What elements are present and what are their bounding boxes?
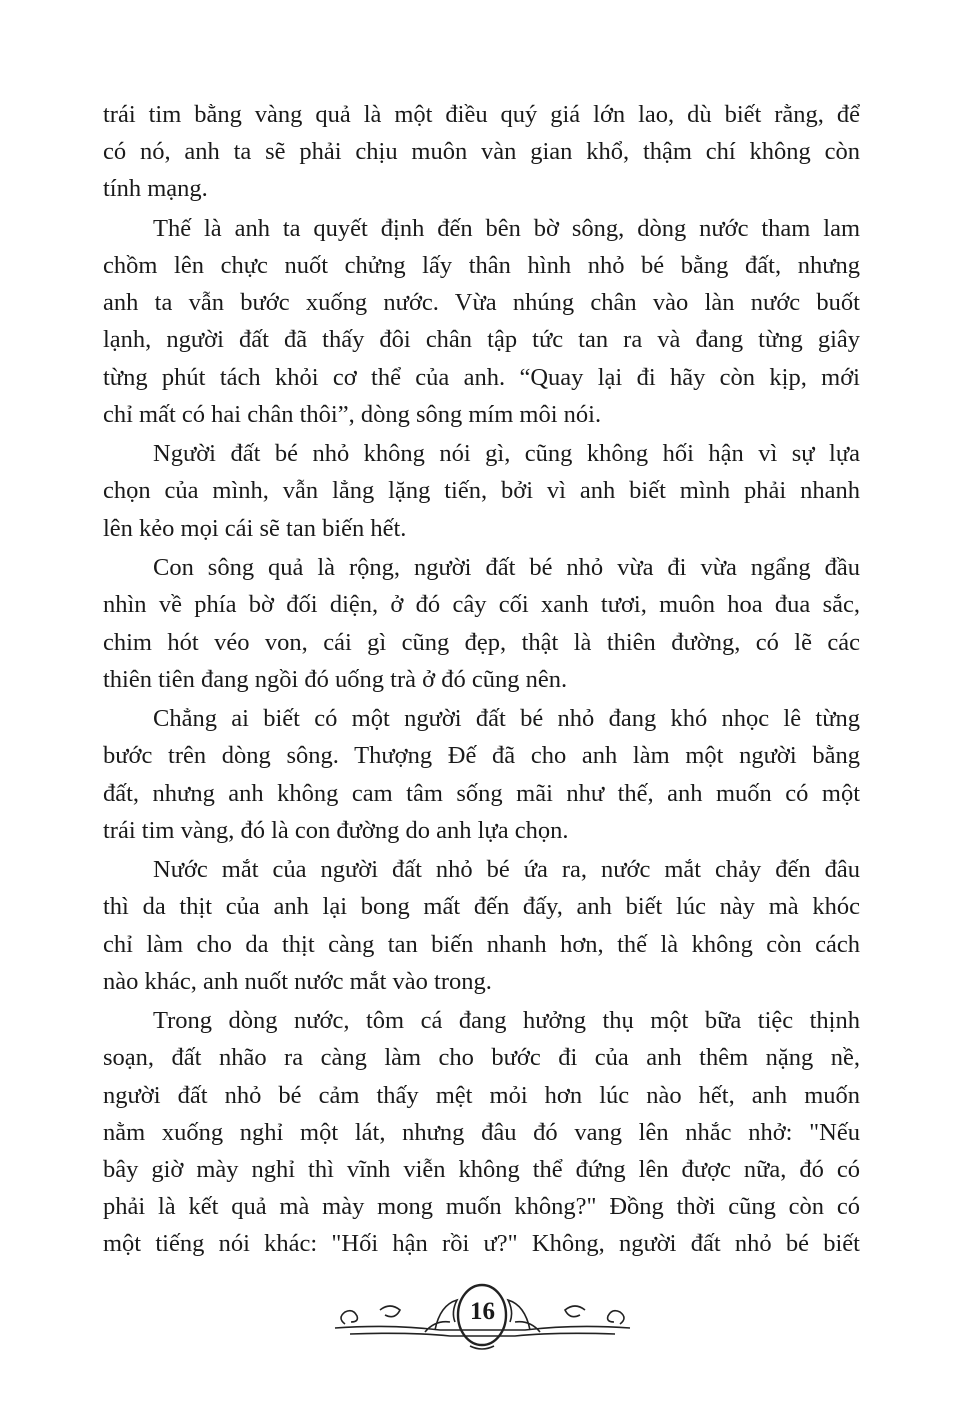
text-line: từng phút tách khỏi cơ thể của anh. “Quay lại đi hãy còn kịp, mới — [103, 363, 860, 391]
text-line: lên kẻo mọi cái sẽ tan biến hết. — [103, 514, 407, 542]
text-line: chỉ làm cho da thịt càng tan biến nhanh hơn, thế là không còn cách — [103, 930, 860, 958]
text-line: chỉ mất có hai chân thôi”, dòng sông mím môi nói. — [103, 400, 602, 428]
text-line: Chẳng ai biết có một người đất bé nhỏ đang khó nhọc lê từng — [153, 705, 860, 733]
text-line: trái tim vàng, đó là con đường do anh lựa chọn. — [103, 816, 569, 844]
text-line: Nước mắt của người đất nhỏ bé ứa ra, nước mắt chảy đến đâu — [153, 856, 860, 884]
text-line: chim hót véo von, cái gì cũng đẹp, thật là thiên đường, có lẽ các — [103, 628, 860, 656]
text-line: Người đất bé nhỏ không nói gì, cũng không hối hận vì sự lựa — [153, 440, 860, 468]
text-line: tính mạng. — [103, 175, 208, 203]
text-line: có nó, anh ta sẽ phải chịu muôn vàn gian khổ, thậm chí không còn — [103, 138, 860, 166]
text-line: người đất nhỏ bé cảm thấy mệt mỏi hơn lúc nào hết, anh muốn — [103, 1081, 860, 1109]
text-line: bây giờ mày nghỉ thì vĩnh viễn không thể đứng lên được nữa, đó có — [103, 1156, 860, 1184]
text-line: bước trên dòng sông. Thượng Đế đã cho anh làm một người bằng — [103, 742, 860, 770]
text-line: Con sông quả là rộng, người đất bé nhỏ vừa đi vừa ngẩng đầu — [153, 554, 860, 582]
text-line: đất, nhưng anh không cam tâm sống mãi như thế, anh muốn có một — [103, 779, 860, 807]
text-line: Thế là anh ta quyết định đến bên bờ sông, dòng nước tham lam — [153, 214, 860, 242]
text-line: nhìn về phía bờ đối diện, ở đó cây cối xanh tươi, muôn hoa đua sắc, — [103, 591, 860, 619]
text-line: nào khác, anh nuốt nước mắt vào trong. — [103, 967, 492, 995]
paragraph — [103, 435, 860, 547]
paragraph — [103, 96, 860, 208]
page-footer — [330, 1280, 635, 1355]
text-line: thiên tiên đang ngồi đó uống trà ở đó cũng nên. — [103, 665, 568, 693]
paragraph — [103, 210, 860, 433]
text-line: nằm xuống nghỉ một lát, nhưng đâu đó vang lên nhắc nhở: "Nếu — [103, 1118, 860, 1146]
paragraph — [103, 700, 860, 849]
page-number: 16 — [470, 1298, 495, 1325]
text-line: thì da thịt của anh lại bong mất đến đấy, anh biết lúc này mà khóc — [103, 893, 860, 921]
text-line: Trong dòng nước, tôm cá đang hưởng thụ một bữa tiệc thịnh — [153, 1007, 860, 1035]
text-line: lạnh, người đất đã thấy đôi chân tập tức tan ra và đang từng giây — [103, 326, 860, 354]
text-line: chồm lên chực nuốt chửng lấy thân hình nhỏ bé bằng đất, nhưng — [103, 252, 860, 280]
page-body — [103, 96, 860, 1265]
paragraph — [103, 1002, 860, 1262]
text-line: chọn của mình, vẫn lẳng lặng tiến, bởi vì anh biết mình phải nhanh — [103, 477, 860, 505]
text-line: anh ta vẫn bước xuống nước. Vừa nhúng chân vào làn nước buốt — [103, 289, 860, 317]
text-line: trái tim bằng vàng quả là một điều quý giá lớn lao, dù biết rằng, để — [103, 101, 860, 128]
paragraph — [103, 549, 860, 698]
text-line: một tiếng nói khác: "Hối hận rồi ư?" Không, người đất nhỏ bé biết — [103, 1230, 860, 1258]
text-line: phải là kết quả mà mày mong muốn không?" Đồng thời cũng còn có — [103, 1193, 860, 1221]
text-line: soạn, đất nhão ra càng làm cho bước đi của anh thêm nặng nề, — [103, 1044, 860, 1072]
paragraph — [103, 851, 860, 1000]
